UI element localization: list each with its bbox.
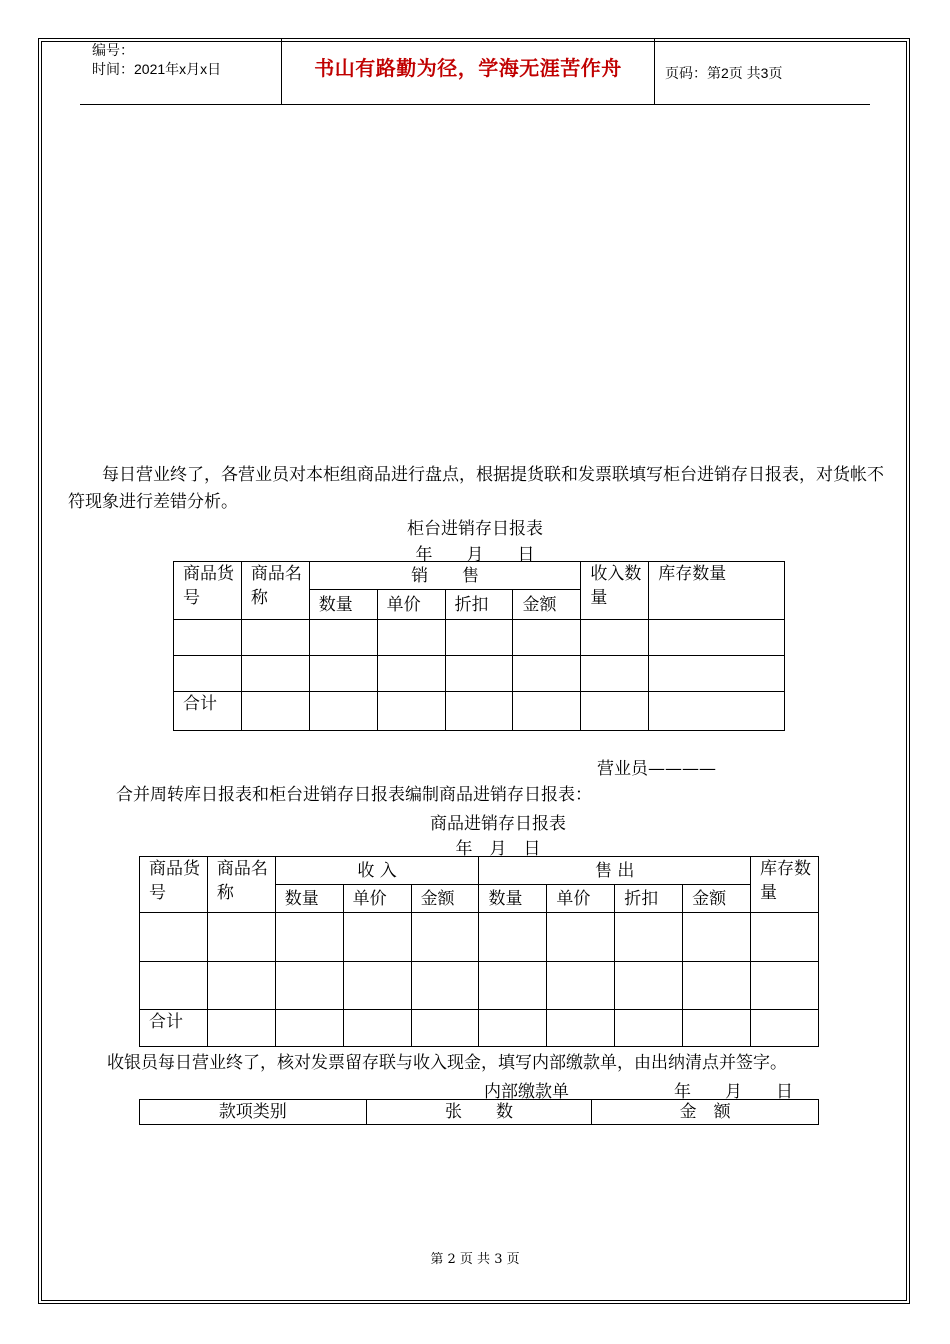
t2-header-income-amount: 金额 bbox=[411, 885, 479, 913]
t1-cell bbox=[513, 692, 581, 731]
intro-paragraph: 每日营业终了，各营业员对本柜组商品进行盘点，根据提货联和发票联填写柜台进销存日报表，对货帐不符现象进行差错分析。 bbox=[68, 465, 884, 512]
t2-header-sales-qty: 数量 bbox=[479, 885, 547, 913]
t1-cell bbox=[581, 692, 649, 731]
t2-cell bbox=[683, 1010, 751, 1047]
t3-header-category: 款项类别 bbox=[140, 1100, 367, 1125]
t1-cell bbox=[241, 620, 309, 656]
t1-total-label: 合计 bbox=[174, 692, 242, 731]
t2-cell bbox=[343, 913, 411, 962]
t2-header-income: 收 入 bbox=[275, 857, 479, 885]
merge-paragraph: 合并周转库日报表和柜台进销存日报表编制商品进销存日报表： bbox=[116, 785, 592, 805]
t2-cell bbox=[275, 913, 343, 962]
t2-cell bbox=[343, 1010, 411, 1047]
t1-cell bbox=[377, 620, 445, 656]
t2-cell bbox=[275, 1010, 343, 1047]
t1-cell bbox=[445, 620, 513, 656]
t2-cell bbox=[751, 962, 819, 1010]
t1-cell bbox=[377, 692, 445, 731]
t2-cell bbox=[479, 913, 547, 962]
t1-cell bbox=[513, 656, 581, 692]
t1-header-income-qty: 收入数量 bbox=[581, 562, 649, 620]
header-bottom-line bbox=[80, 104, 870, 105]
table2-title: 商品进销存日报表 bbox=[430, 814, 566, 834]
t1-cell bbox=[174, 620, 242, 656]
t2-cell bbox=[683, 913, 751, 962]
internal-payment-table bbox=[139, 1099, 819, 1125]
table-row bbox=[140, 913, 819, 962]
t2-header-goods-name: 商品名称 bbox=[207, 857, 275, 913]
t1-cell bbox=[241, 692, 309, 731]
header-divider-right bbox=[654, 38, 655, 104]
table3-date: 年 月 日 bbox=[674, 1082, 793, 1102]
t1-cell bbox=[649, 692, 785, 731]
table-row bbox=[174, 620, 785, 656]
header-time-label: 时间：2021年x月x日 bbox=[92, 61, 222, 77]
table3-title: 内部缴款单 bbox=[484, 1082, 569, 1102]
table2-date: 年 月 日 bbox=[455, 839, 541, 859]
t2-cell bbox=[683, 962, 751, 1010]
t2-cell bbox=[547, 913, 615, 962]
header-top-line bbox=[80, 38, 870, 39]
t1-header-qty: 数量 bbox=[309, 590, 377, 620]
t1-header-discount: 折扣 bbox=[445, 590, 513, 620]
t2-cell bbox=[479, 1010, 547, 1047]
t2-cell bbox=[411, 962, 479, 1010]
salesperson-signature: 营业员———— bbox=[597, 759, 716, 779]
counter-daily-report-table bbox=[173, 561, 785, 731]
table1-date: 年 月 日 bbox=[415, 545, 535, 565]
t3-header-count: 张 数 bbox=[366, 1100, 592, 1125]
t1-cell bbox=[309, 692, 377, 731]
t1-cell bbox=[581, 656, 649, 692]
t2-header-sales: 售 出 bbox=[479, 857, 751, 885]
t2-cell bbox=[207, 913, 275, 962]
t2-header-sales-amount: 金额 bbox=[683, 885, 751, 913]
t2-header-goods-no: 商品货号 bbox=[140, 857, 208, 913]
t1-cell bbox=[649, 620, 785, 656]
t2-cell bbox=[615, 962, 683, 1010]
t2-cell bbox=[411, 913, 479, 962]
t1-header-goods-no: 商品货号 bbox=[174, 562, 242, 620]
t2-header-income-price: 单价 bbox=[343, 885, 411, 913]
t1-cell bbox=[649, 656, 785, 692]
t2-cell bbox=[411, 1010, 479, 1047]
t1-cell bbox=[309, 656, 377, 692]
t1-header-goods-name: 商品名称 bbox=[241, 562, 309, 620]
t2-header-sales-price: 单价 bbox=[547, 885, 615, 913]
cashier-paragraph: 收银员每日营业终了，核对发票留存联与收入现金，填写内部缴款单，由出纳清点并签字。 bbox=[107, 1053, 787, 1073]
header-number-label: 编号： bbox=[92, 42, 134, 58]
t1-cell bbox=[513, 620, 581, 656]
table-row bbox=[174, 656, 785, 692]
t2-cell bbox=[275, 962, 343, 1010]
t1-cell bbox=[581, 620, 649, 656]
t2-cell bbox=[751, 1010, 819, 1047]
t2-cell bbox=[751, 913, 819, 962]
t2-cell bbox=[547, 1010, 615, 1047]
page-footer: 第 2 页 共 3 页 bbox=[430, 1252, 520, 1267]
goods-daily-report-table bbox=[139, 856, 819, 1047]
t2-total-label: 合计 bbox=[140, 1010, 208, 1047]
t1-cell bbox=[241, 656, 309, 692]
header-page-label: 页码：第2页 共3页 bbox=[665, 65, 783, 81]
t1-header-amount: 金额 bbox=[513, 590, 581, 620]
t1-cell bbox=[377, 656, 445, 692]
t2-cell bbox=[479, 962, 547, 1010]
table-total-row bbox=[174, 692, 785, 731]
t1-header-sales: 销 售 bbox=[309, 562, 581, 590]
t2-cell bbox=[140, 962, 208, 1010]
t1-cell bbox=[174, 656, 242, 692]
header-motto: 书山有路勤为径，学海无涯苦作舟 bbox=[314, 56, 622, 80]
t2-header-sales-discount: 折扣 bbox=[615, 885, 683, 913]
t2-header-stock-qty: 库存数量 bbox=[751, 857, 819, 913]
t2-cell bbox=[615, 1010, 683, 1047]
t2-cell bbox=[207, 1010, 275, 1047]
t2-header-income-qty: 数量 bbox=[275, 885, 343, 913]
t2-cell bbox=[615, 913, 683, 962]
t1-cell bbox=[309, 620, 377, 656]
t1-cell bbox=[445, 692, 513, 731]
table-row bbox=[140, 962, 819, 1010]
table1-title: 柜台进销存日报表 bbox=[407, 519, 543, 539]
table-total-row bbox=[140, 1010, 819, 1047]
t1-header-price: 单价 bbox=[377, 590, 445, 620]
t3-header-amount: 金 额 bbox=[592, 1100, 819, 1125]
t2-cell bbox=[343, 962, 411, 1010]
t1-cell bbox=[445, 656, 513, 692]
t2-cell bbox=[547, 962, 615, 1010]
t2-cell bbox=[207, 962, 275, 1010]
t1-header-stock-qty: 库存数量 bbox=[649, 562, 785, 620]
t2-cell bbox=[140, 913, 208, 962]
